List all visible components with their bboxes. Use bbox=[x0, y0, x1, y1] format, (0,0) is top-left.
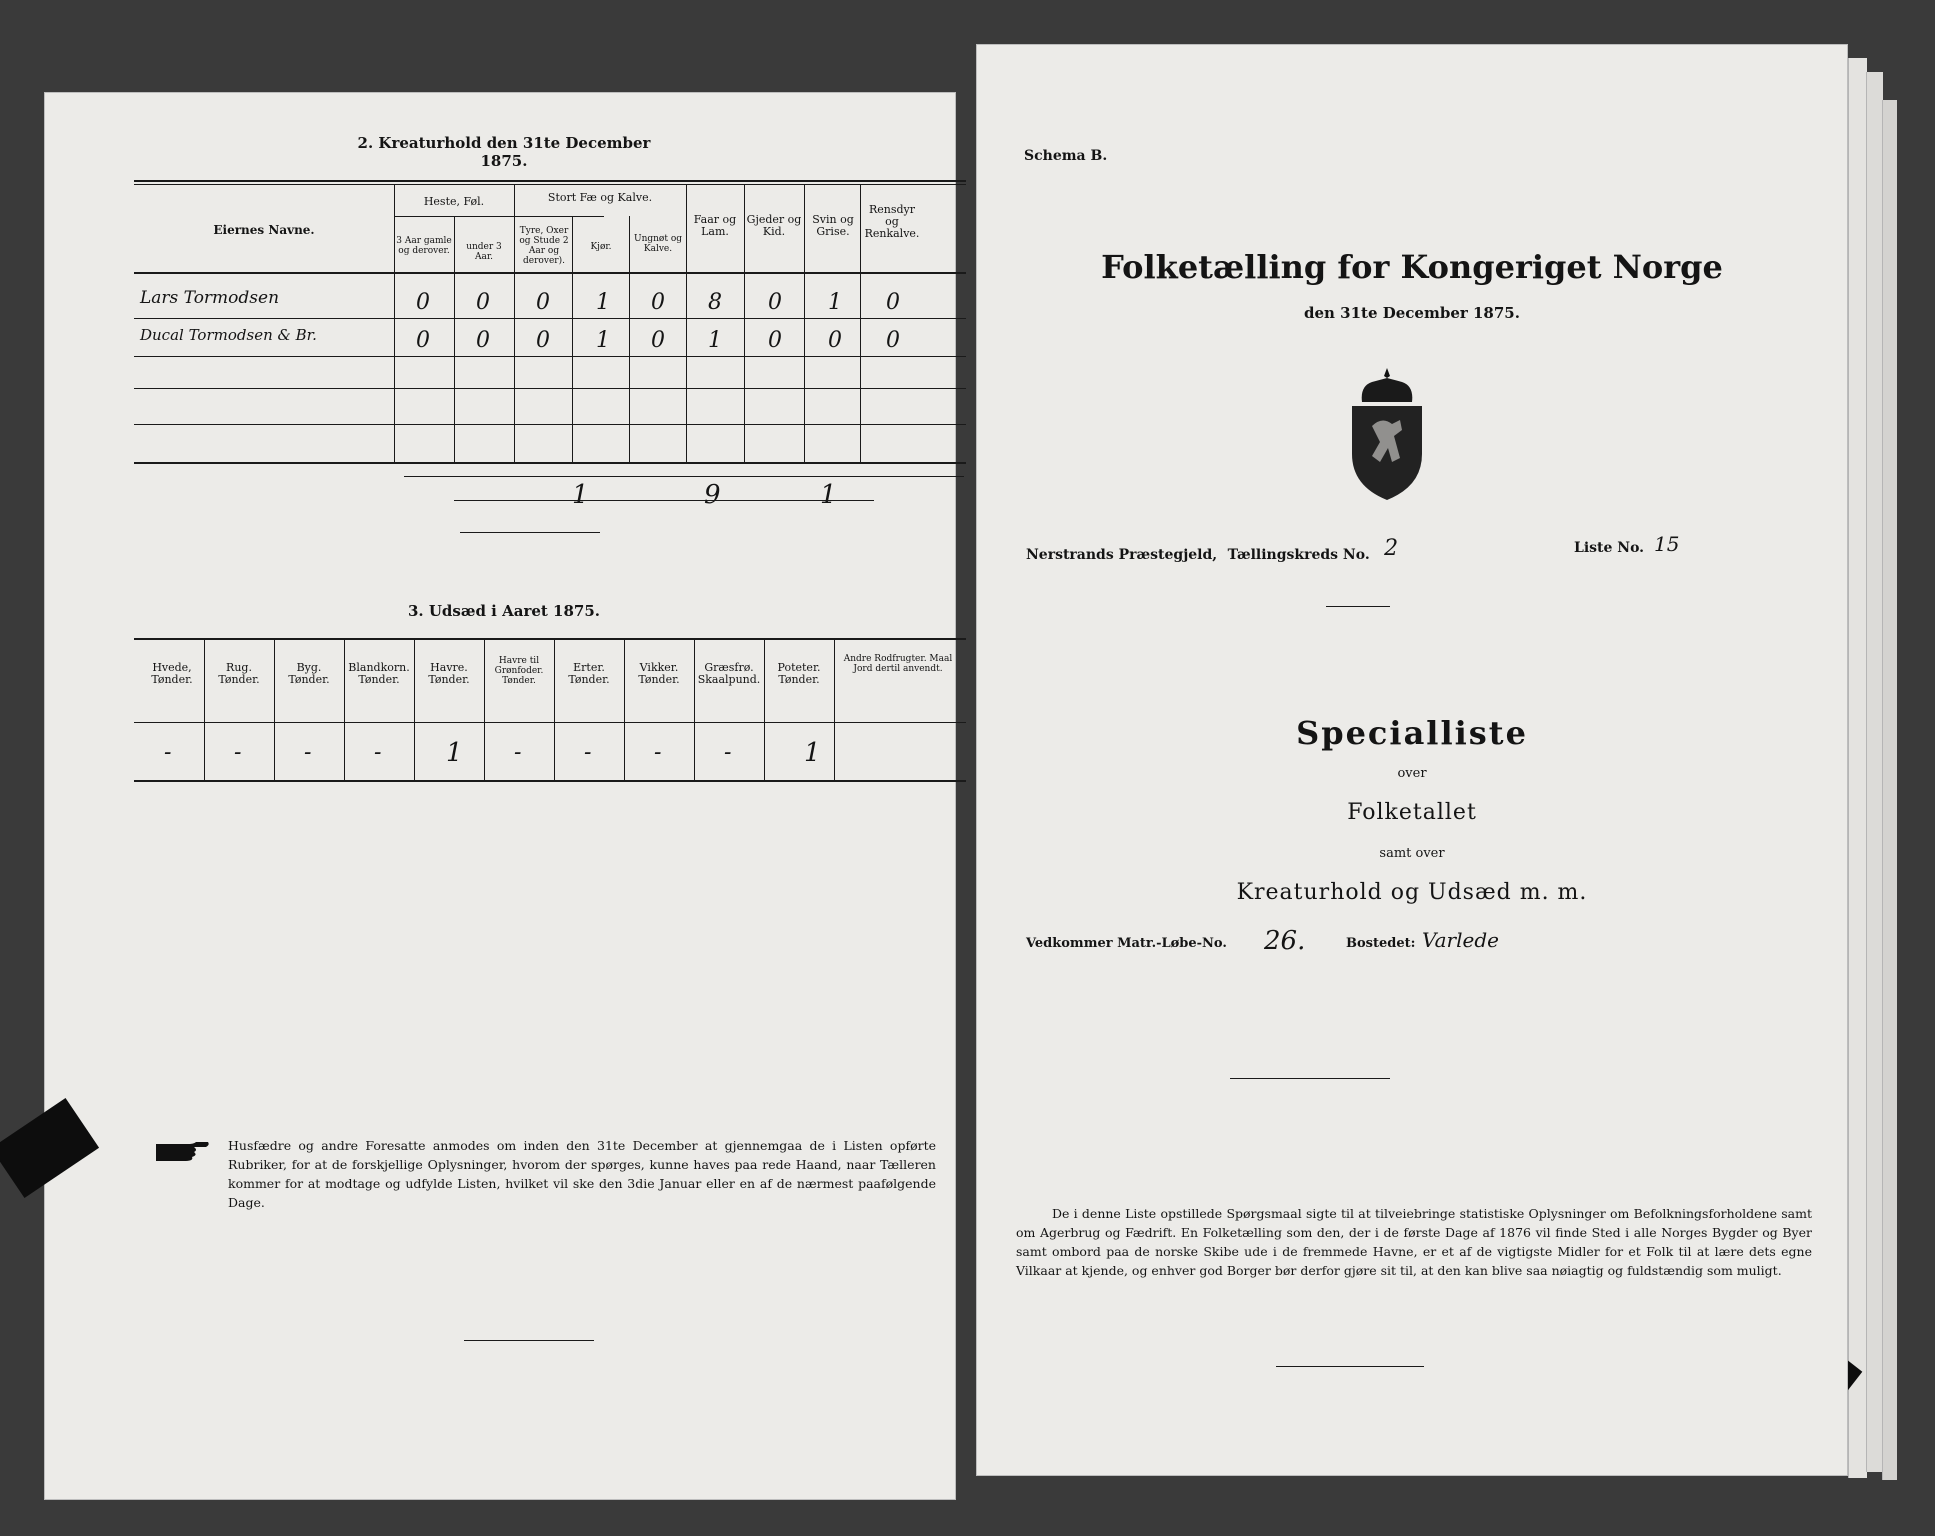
instruction-note: Husfædre og andre Foresatte anmodes om inden den 31te December at gjennemgaa de i Listen opførte Rubriker, for at de forskjellige Oplysninger, hvorom der spørges, kunne haves paa rede Haand, naar Tælleren kommer for at modtage og udfylde Listen, hvilket vil ske den 3die Januar eller en af de nærmest paafølgende Dage. bbox=[228, 1138, 936, 1210]
seed-header: Rug. Tønder. bbox=[218, 661, 260, 686]
specialliste: Specialliste bbox=[1296, 714, 1528, 752]
cell-value: 0 bbox=[651, 328, 665, 353]
total-value: 9 bbox=[704, 480, 721, 510]
matr-value: 26. bbox=[1264, 926, 1306, 956]
seed-header: Erter. Tønder. bbox=[568, 661, 610, 686]
schema-label: Schema B. bbox=[1024, 148, 1108, 164]
header-svin: Svin og Grise. bbox=[812, 213, 854, 238]
owner-header: Eiernes Navne. bbox=[213, 223, 315, 237]
date-line: den 31te December 1875. bbox=[1304, 304, 1520, 322]
cell-value: 0 bbox=[416, 328, 430, 353]
cell-value: 0 bbox=[828, 328, 842, 353]
section3-title: 3. Udsæd i Aaret 1875. bbox=[407, 602, 601, 620]
seed-value: - bbox=[374, 740, 382, 765]
seed-header: Poteter. Tønder. bbox=[777, 661, 821, 686]
seed-header: Byg. Tønder. bbox=[288, 661, 330, 686]
header-heste-3aar: 3 Aar gamle og derover. bbox=[396, 236, 452, 256]
header-faar: Faar og Lam. bbox=[693, 213, 737, 238]
prestegjeld: Nerstrands Præstegjeld, bbox=[1026, 547, 1218, 563]
page-stack bbox=[1882, 100, 1897, 1480]
seed-header: Havre til Grønfoder. Tønder. bbox=[494, 656, 544, 686]
seed-value: - bbox=[654, 740, 662, 765]
kreds-value: 2 bbox=[1384, 536, 1399, 561]
seed-value: - bbox=[584, 740, 592, 765]
cell-value: 0 bbox=[536, 290, 550, 315]
bosted-value: Varlede bbox=[1422, 928, 1499, 952]
kreds-label: Tællingskreds No. bbox=[1227, 547, 1370, 563]
kreaturhold-title: Kreaturhold og Udsæd m. m. bbox=[1236, 880, 1588, 905]
seed-header: Blandkorn. Tønder. bbox=[348, 661, 410, 686]
page-stack bbox=[1848, 58, 1867, 1478]
cell-value: 0 bbox=[416, 290, 430, 315]
right-page bbox=[976, 44, 1848, 1476]
header-under3: under 3 Aar. bbox=[466, 242, 502, 262]
section2-title: 2. Kreaturhold den 31te December 1875. bbox=[357, 134, 651, 170]
cell-value: 0 bbox=[768, 290, 782, 315]
header-gjeder: Gjeder og Kid. bbox=[746, 213, 802, 238]
over-label: over bbox=[1397, 766, 1427, 781]
seed-header: Græsfrø. Skaalpund. bbox=[697, 661, 761, 686]
seed-header: Hvede, Tønder. bbox=[151, 661, 193, 686]
samt-over: samt over bbox=[1379, 846, 1445, 861]
cell-value: 0 bbox=[886, 290, 900, 315]
liste-label: Liste No. bbox=[1574, 540, 1645, 556]
left-page bbox=[44, 92, 956, 1500]
cell-value: 0 bbox=[476, 290, 490, 315]
header-heste: Heste, Føl. bbox=[423, 195, 485, 208]
info-paragraph: De i denne Liste opstillede Spørgsmaal sigte til at tilveiebringe statistiske Oplysninger om Befolkningsforholdene samt om Agerbrug og Fædrift. En Folketælling som den, der i de første Dage af 1876 vil finde Sted i alle Norges Bygder og Byer samt ombord paa de norske Skibe ude i de fremmede Havne, er et af de vigtigste Midler for et Folk til at lære dets egne Vilkaar at kjende, og enhver god Borger bør derfor gjøre sit til, at den kan blive saa nøiagtig og fuldstændig som muligt. bbox=[1016, 1206, 1812, 1278]
seed-value: - bbox=[234, 740, 242, 765]
header-stortfae: Stort Fæ og Kalve. bbox=[547, 191, 653, 204]
header-ungnod: Ungnøt og Kalve. bbox=[633, 234, 682, 254]
cell-value: 1 bbox=[708, 328, 722, 353]
matr-line bbox=[1026, 926, 1806, 956]
pointing-hand-icon bbox=[154, 1138, 210, 1168]
header-tyre: Tyre, Oxer og Stude 2 Aar og derover). bbox=[519, 226, 569, 266]
liste-value: 15 bbox=[1654, 532, 1680, 556]
cell-value: 1 bbox=[596, 290, 610, 315]
header-kjor: Kjør. bbox=[590, 242, 612, 252]
header-rensdyr: Rensdyr og Renkalve. bbox=[864, 203, 920, 240]
seed-header: Vikker. Tønder. bbox=[638, 661, 680, 686]
seed-value: - bbox=[724, 740, 732, 765]
seed-value: 1 bbox=[446, 738, 463, 768]
seed-value: - bbox=[304, 740, 312, 765]
total-value: 1 bbox=[572, 480, 589, 510]
cell-value: 1 bbox=[596, 328, 610, 353]
bosted-label: Bostedet: bbox=[1346, 936, 1416, 951]
seed-header: Havre. Tønder. bbox=[428, 661, 470, 686]
cell-value: 1 bbox=[828, 290, 842, 315]
seed-value: - bbox=[164, 740, 172, 765]
cell-value: 0 bbox=[768, 328, 782, 353]
cell-value: 0 bbox=[476, 328, 490, 353]
seed-value: 1 bbox=[804, 738, 821, 768]
seed-value: - bbox=[514, 740, 522, 765]
total-value: 1 bbox=[820, 480, 837, 510]
seed-header: Andre Rodfrugter. Maal Jord dertil anvendt. bbox=[843, 654, 953, 674]
cell-value: 0 bbox=[886, 328, 900, 353]
cell-value: 0 bbox=[536, 328, 550, 353]
cell-value: 0 bbox=[651, 290, 665, 315]
cell-value: 8 bbox=[708, 290, 722, 315]
folketallet: Folketallet bbox=[1347, 800, 1477, 825]
page-stack bbox=[1866, 72, 1883, 1472]
owner-name: Ducal Tormodsen & Br. bbox=[140, 326, 317, 344]
prestegjeld-line bbox=[1026, 532, 1806, 565]
owner-name: Lars Tormodsen bbox=[140, 288, 280, 308]
norwegian-coat-of-arms-icon bbox=[1342, 366, 1432, 508]
matr-label: Vedkommer Matr.-Løbe-No. bbox=[1026, 936, 1227, 951]
main-title: Folketælling for Kongeriget Norge bbox=[1101, 248, 1723, 286]
